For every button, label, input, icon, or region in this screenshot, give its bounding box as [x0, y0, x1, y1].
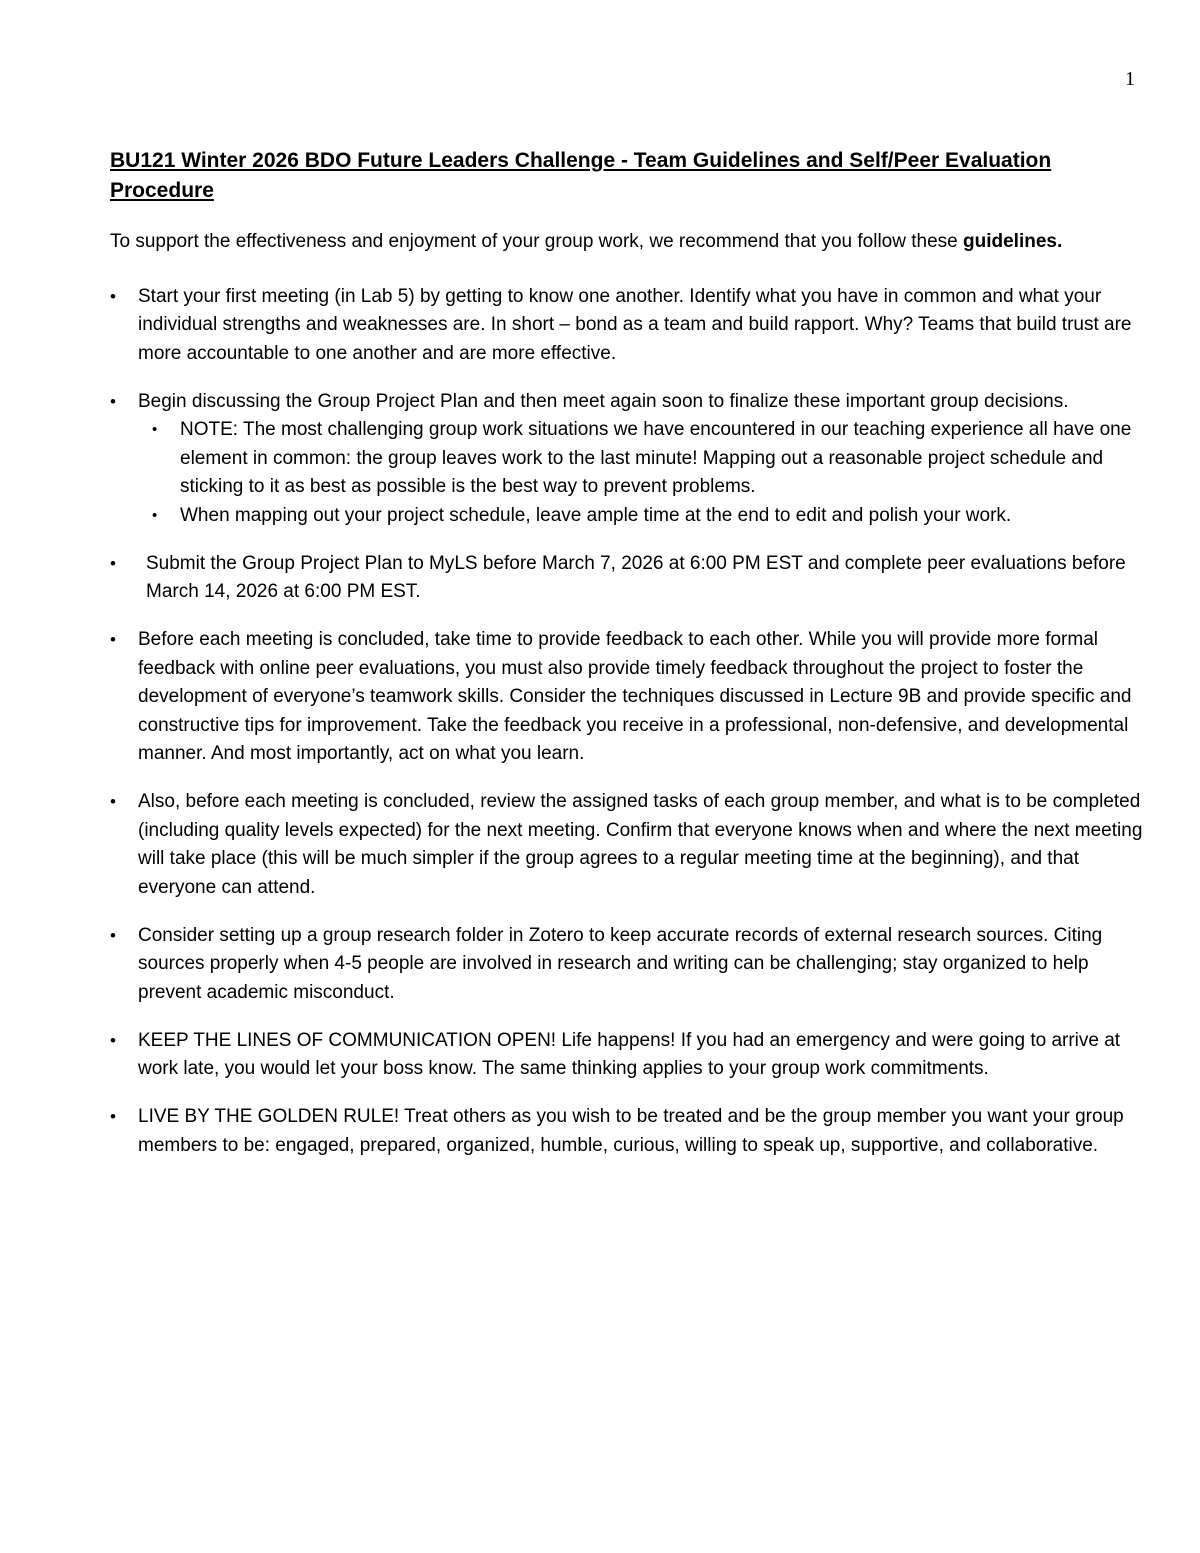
- bullet-text: Submit the Group Project Plan to MyLS before March 7, 2026 at 6:00 PM EST and complete peer evaluations before March 14, 2026 at 6:00 PM EST.: [146, 552, 1126, 602]
- bullet-text: Begin discussing the Group Project Plan and then meet again soon to finalize these important group decisions.: [138, 390, 1069, 412]
- guidelines-list: [110, 283, 1150, 1161]
- bullet-text: Start your first meeting (in Lab 5) by getting to know one another. Identify what you have in common and what your individual strengths and weaknesses are. In short – bond as a team and build rapport. Why? Teams that build trust are more accountable to one another and are more effective.: [138, 285, 1132, 364]
- bullet-text: Also, before each meeting is concluded, review the assigned tasks of each group member, and what is to be completed (including quality levels expected) for the next meeting. Confirm that everyone knows when and where the next meeting will take place (this will be much simpler if the group agrees to a regular meeting time at the beginning), and that everyone can attend.: [138, 791, 1143, 898]
- bullet-text: KEEP THE LINES OF COMMUNICATION OPEN! Life happens! If you had an emergency and were going to arrive at work late, you would let your boss know. The same thinking applies to your group work commitments.: [138, 1029, 1121, 1079]
- page-number: 1: [1125, 68, 1135, 90]
- list-item: [110, 388, 1150, 531]
- sub-list-item: [152, 502, 1150, 531]
- list-item: [110, 1103, 1150, 1160]
- sub-list-item: [152, 416, 1150, 502]
- intro-bold-text: guidelines.: [963, 231, 1063, 252]
- list-item: [110, 1027, 1150, 1084]
- bullet-text: LIVE BY THE GOLDEN RULE! Treat others as you wish to be treated and be the group member you want your group members to be: engaged, prepared, organized, humble, curious, willing to speak up, supportive, and collaborative.: [138, 1106, 1124, 1156]
- bullet-text: Consider setting up a group research folder in Zotero to keep accurate records of external research sources. Citing sources properly when 4-5 people are involved in research and writing can be challenging; stay organized to help prevent academic misconduct.: [138, 924, 1103, 1003]
- bullet-text: Before each meeting is concluded, take time to provide feedback to each other. While you will provide more formal feedback with online peer evaluations, you must also provide timely feedback throughout the project to foster the development of everyone’s teamwork skills. Consider the techniques discussed in Lecture 9B and provide specific and constructive tips for improvement. Take the feedback you receive in a professional, non-defensive, and developmental manner. And most importantly, act on what you learn.: [138, 629, 1132, 764]
- list-item: [110, 626, 1150, 769]
- document-body: [110, 146, 1150, 1180]
- list-item: [110, 922, 1150, 1008]
- sub-list: [138, 416, 1150, 530]
- list-item: [110, 550, 1150, 607]
- intro-text: To support the effectiveness and enjoyment of your group work, we recommend that you follow these: [110, 231, 964, 252]
- list-item: [110, 788, 1150, 902]
- list-item: [110, 283, 1150, 369]
- sub-bullet-text: When mapping out your project schedule, leave ample time at the end to edit and polish your work.: [180, 504, 1012, 526]
- intro-paragraph: [110, 228, 1150, 257]
- sub-bullet-text: NOTE: The most challenging group work situations we have encountered in our teaching experience all have one element in common: the group leaves work to the last minute! Mapping out a reasonable project schedule and sticking to it as best as possible is the best way to prevent problems.: [180, 419, 1132, 497]
- document-title: BU121 Winter 2026 BDO Future Leaders Challenge - Team Guidelines and Self/Peer Evaluation Procedure: [110, 149, 1052, 202]
